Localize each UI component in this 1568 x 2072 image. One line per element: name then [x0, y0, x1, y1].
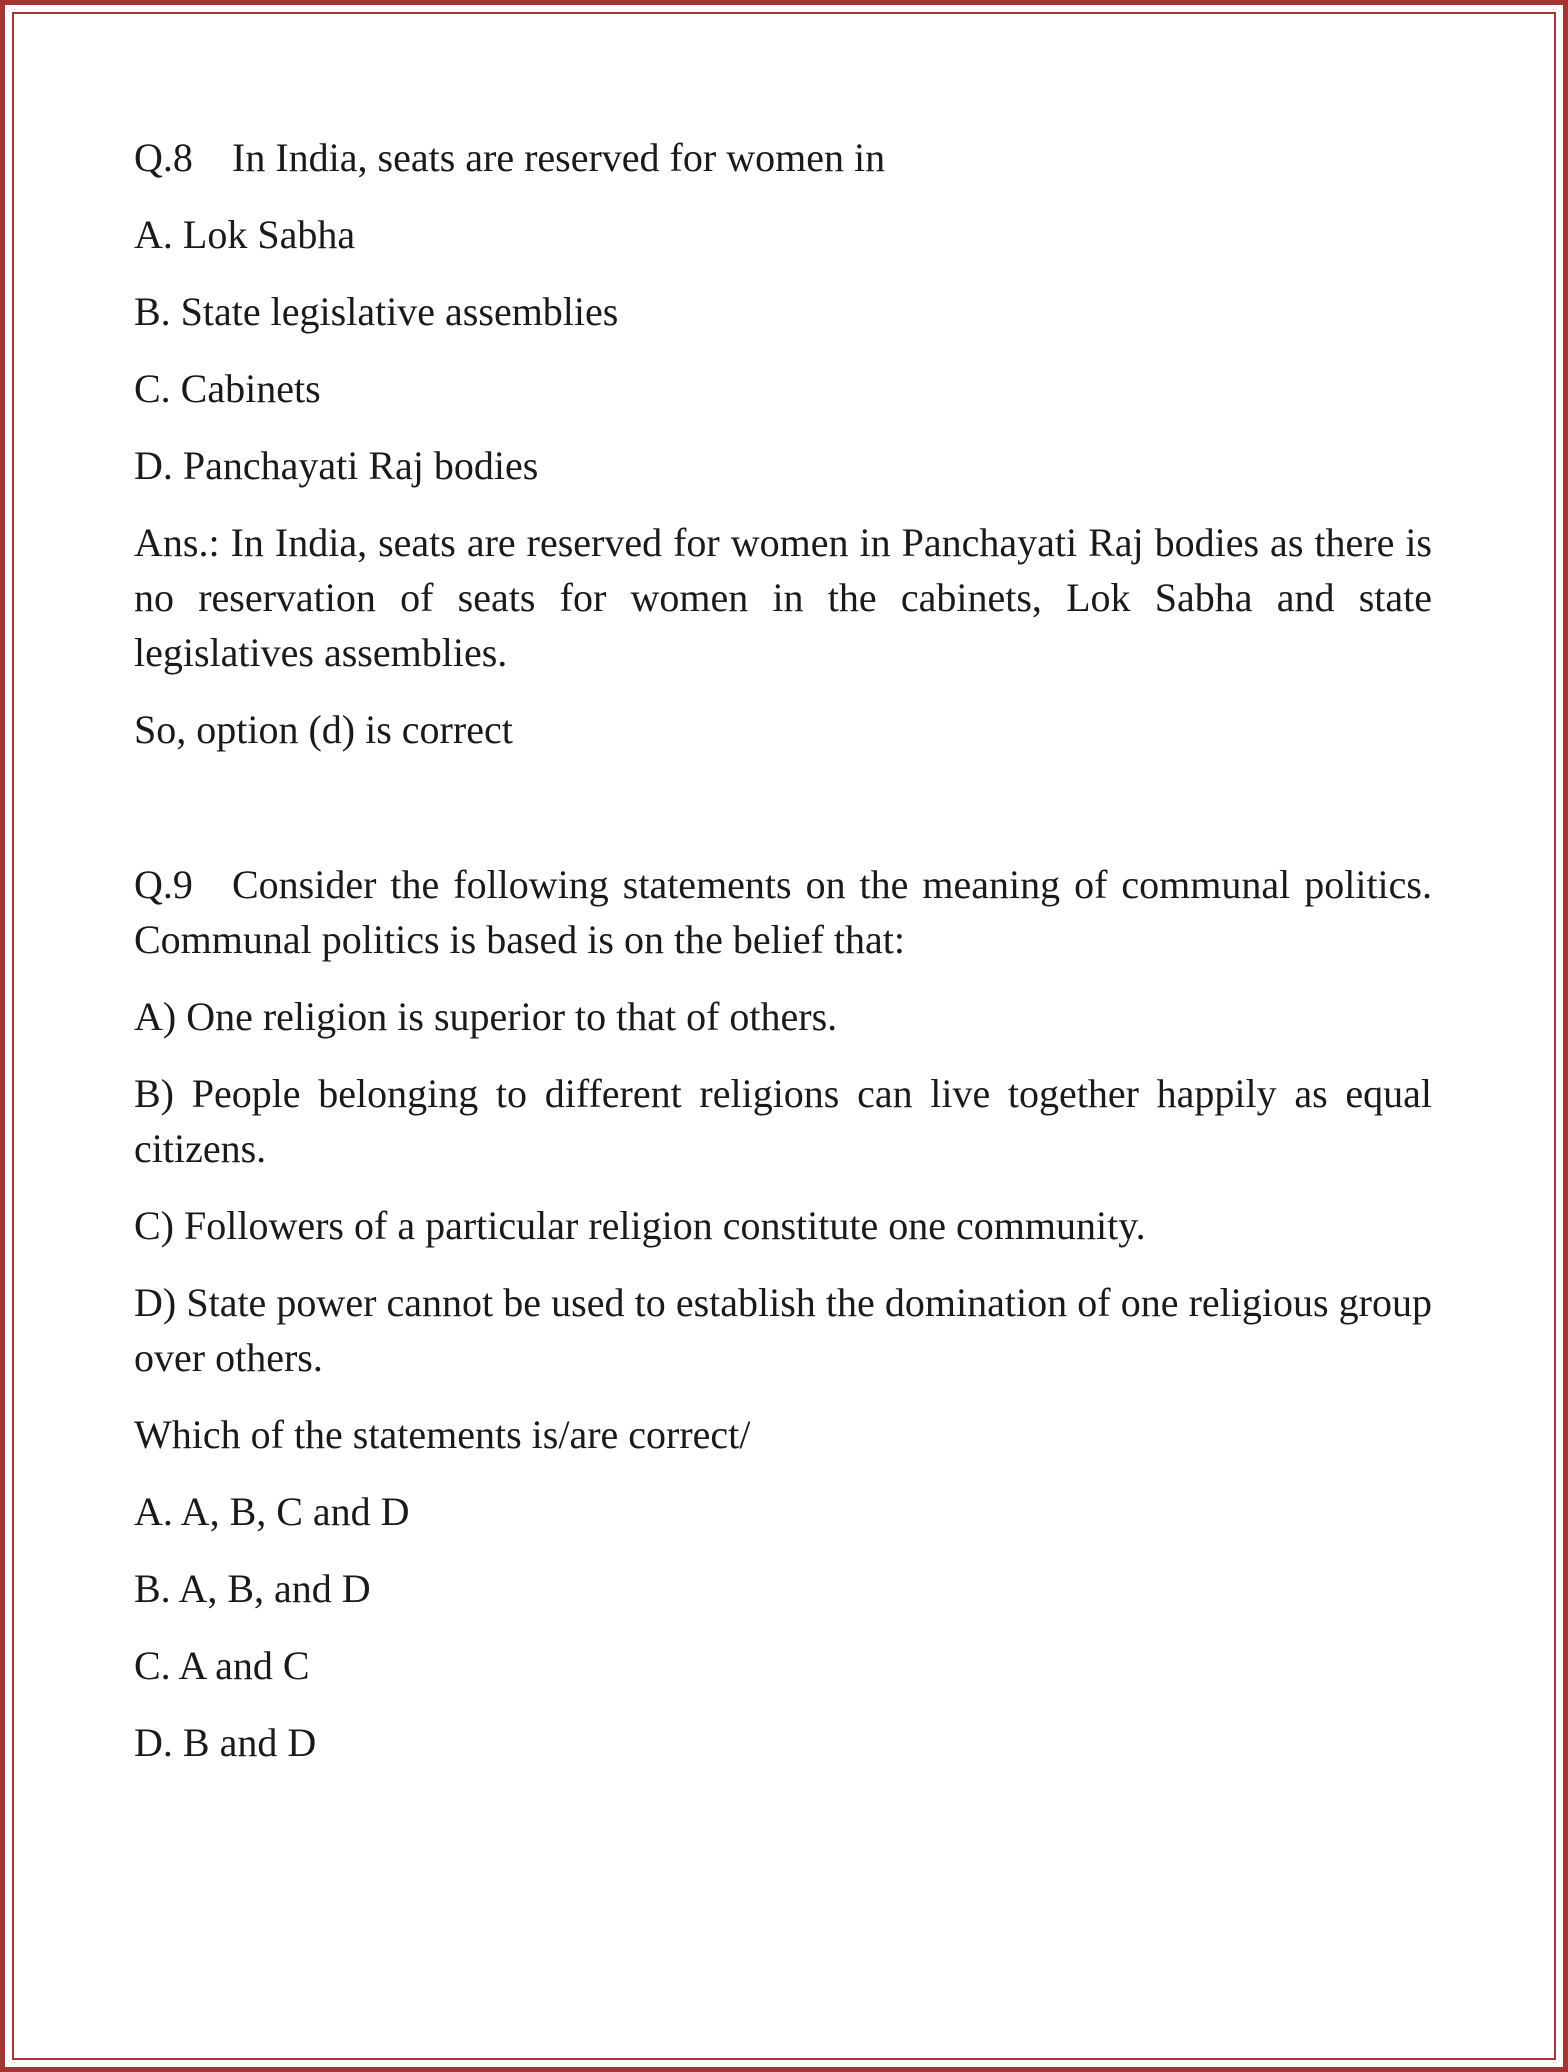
q8-question-text: In India, seats are reserved for women in [232, 135, 886, 180]
q8-option-c: C. Cabinets [134, 366, 321, 411]
q9-statement-c: C) Followers of a particular religion constitute one community. [134, 1203, 1146, 1248]
q9-question [134, 857, 1432, 967]
q8-option-d: D. Panchayati Raj bodies [134, 443, 539, 488]
q9-number: Q.9 [134, 862, 193, 907]
q9-option-b: B. A, B, and D [134, 1566, 371, 1611]
document-content [134, 130, 1432, 1792]
q9-option-d: D. B and D [134, 1720, 317, 1765]
q8-question [134, 130, 1432, 185]
q9-option-c: C. A and C [134, 1643, 310, 1688]
q9-statement-a: A) One religion is superior to that of others. [134, 994, 838, 1039]
q8-conclusion: So, option (d) is correct [134, 707, 513, 752]
q9-option-a: A. A, B, C and D [134, 1489, 410, 1534]
q9-prompt: Which of the statements is/are correct/ [134, 1412, 751, 1457]
q9-question-text: Consider the following statements on the meaning of communal politics. Communal politics is based is on the belief that: [134, 862, 1432, 962]
q8-option-b: B. State legislative assemblies [134, 289, 619, 334]
q9-statement-b: B) People belonging to different religions can live together happily as equal citizens. [134, 1071, 1432, 1171]
q8-answer: Ans.: In India, seats are reserved for women in Panchayati Raj bodies as there is no reservation of seats for women in the cabinets, Lok Sabha and state legislatives assemblies. [134, 520, 1432, 675]
q8-number: Q.8 [134, 135, 193, 180]
q9-statement-d: D) State power cannot be used to establish the domination of one religious group over others. [134, 1280, 1432, 1380]
question-spacer [134, 779, 1432, 857]
q8-option-a: A. Lok Sabha [134, 212, 356, 257]
